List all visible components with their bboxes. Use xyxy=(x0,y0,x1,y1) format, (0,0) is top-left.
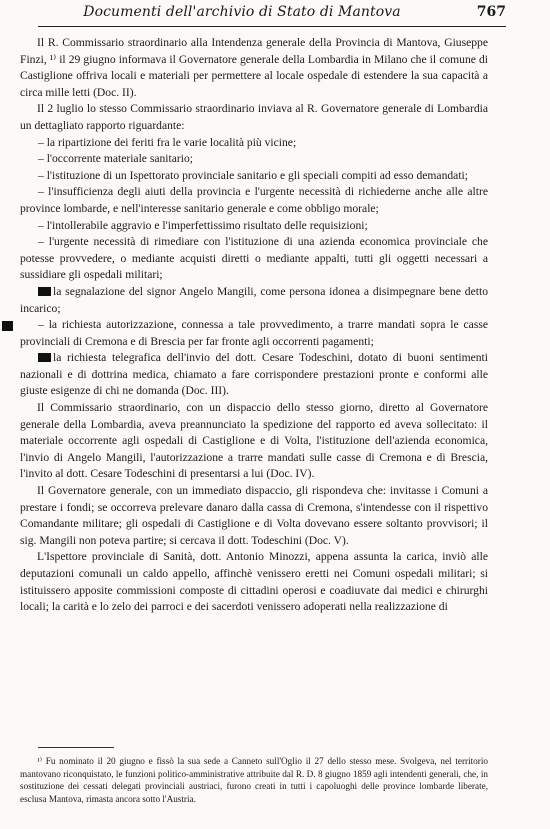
running-header xyxy=(38,4,506,27)
paragraph xyxy=(20,549,488,615)
paragraph xyxy=(20,483,488,549)
paragraph-text: – la ripartizione dei feriti fra le varie località più vicine; xyxy=(38,135,297,149)
paragraph-text: – l'insufficienza degli aiuti della provincia e l'urgente necessità di richiederne anche alle altre province lombarde, e nell'interesse sanitario generale e come obbligo morale; xyxy=(20,185,488,215)
list-item xyxy=(20,284,488,317)
list-item xyxy=(20,184,488,217)
footnote xyxy=(20,755,488,805)
paragraph-text: Il Governatore generale, con un immediato dispaccio, gli rispondeva che: invitasse i Comuni a prestare i fondi; se occorreva prelevare danaro dalla cassa di Cremona, s'intendesse con il rispettivo Comandante militare; gli ospedali di Castiglione e di Volta dovevano essere soltanto provvisori; il sig. Mangili non poteva partire; si cercava il dott. Todeschini (Doc. V). xyxy=(20,484,488,547)
page-number: 767 xyxy=(476,4,506,20)
paragraph-text: L'Ispettore provinciale di Sanità, dott. Antonio Minozzi, appena assunta la carica, inviò alle deputazioni comunali un caldo appello, affinchè venissero eretti nei Comuni ospedali militari; si istituissero apposite commissioni composte di cittadini operosi e coadiuvate dai medici e chirurghi locali; la carità e lo zelo dei parroci e dei sacerdoti venissero adoperati nella realizzazione di xyxy=(20,550,488,614)
paragraph xyxy=(20,400,488,483)
list-item xyxy=(20,168,488,185)
list-item xyxy=(20,350,488,400)
paragraph-text: Il Commissario straordinario, con un dispaccio dello stesso giorno, diretto al Governatore generale della Lombardia, aveva preannunciato la spedizione del rapporto ed aveva sollecitato: il materiale occorrente agli ospedali di Castiglione e di Volta, l'istituzione dell'azienda economica, l'invio di Angelo Mangili, l'autorizzazione a trarre mandati sulle casse di Cremona e di Brescia, l'invito al dott. Cesare Todeschini di presentarsi a lui (Doc. IV). xyxy=(20,401,488,481)
list-item xyxy=(20,218,488,235)
paragraph-text: Il 2 luglio lo stesso Commissario straordinario inviava al R. Governatore generale di Lombardia un dettagliato rapporto riguardante: xyxy=(20,102,488,132)
paragraph-text: – l'intollerabile aggravio e l'imperfettissimo risultato delle requisizioni; xyxy=(38,218,368,232)
list-item xyxy=(20,135,488,152)
redaction-marker-icon xyxy=(38,287,51,296)
paragraph-text: – l'istituzione di un Ispettorato provinciale sanitario e gli speciali compiti ad esso demandati; xyxy=(38,168,468,182)
list-item xyxy=(20,151,488,168)
paragraph xyxy=(20,35,488,101)
list-item xyxy=(20,317,488,350)
paragraph-text: Il R. Commissario straordinario alla Intendenza generale della Provincia di Mantova, Giuseppe Finzi, ¹⁾ il 29 giugno informava il Governatore generale della Lombardia in Milano che il comune di Castiglione offriva locali e materiali per permettere al locale ospedale di estendere la sua capacità a circa mille letti (Doc. II). xyxy=(20,36,488,99)
paragraph-text: la segnalazione del signor Angelo Mangili, come persona idonea a disimpegnare bene detto incarico; xyxy=(20,284,488,315)
paragraph-text: – la richiesta autorizzazione, connessa a tale provvedimento, a trarre mandati sopra le casse provinciali di Cremona e di Brescia per far fronte agli occorrenti pagamenti; xyxy=(20,318,488,348)
running-title: Documenti dell'archivio di Stato di Mantova xyxy=(83,4,401,20)
footnote-rule xyxy=(38,747,114,748)
list-item xyxy=(20,234,488,284)
margin-marker-icon xyxy=(2,321,13,331)
footnote-text: ¹⁾ Fu nominato il 20 giugno e fissò la sua sede a Canneto sull'Oglio il 27 dello stesso mese. Svolgeva, nel territorio mantovano riconquistato, le funzioni politico-amministrative attribuite dal R. D. 8 giugno 1859 agli intendenti generali, che, in sostituzione dei cessati delegati provinciali austriaci, furono creati in tutti i capoluoghi delle province lombarde liberate, esclusa Mantova, rimasta ancora sotto l'Austria. xyxy=(20,756,488,804)
paragraph xyxy=(20,101,488,134)
paragraph-text: la richiesta telegrafica dell'invio del dott. Cesare Todeschini, dotato di buoni sentimenti nazionali e di dottrina medica, chiamato a fare corrispondere prestazioni pronte e conformi alle giuste esigenze di chi ne domanda (Doc. III). xyxy=(20,351,488,398)
paragraph-text: – l'occorrente materiale sanitario; xyxy=(38,152,193,166)
paragraph-text: – l'urgente necessità di rimediare con l'istituzione di una azienda economica provinciale che potesse provvedere, o mediante acquisti diretti o mediante appalti, tutti gli oggetti necessari a sussidiare gli ospedali militari; xyxy=(20,235,488,282)
redaction-marker-icon xyxy=(38,353,51,362)
body-text xyxy=(20,35,488,616)
